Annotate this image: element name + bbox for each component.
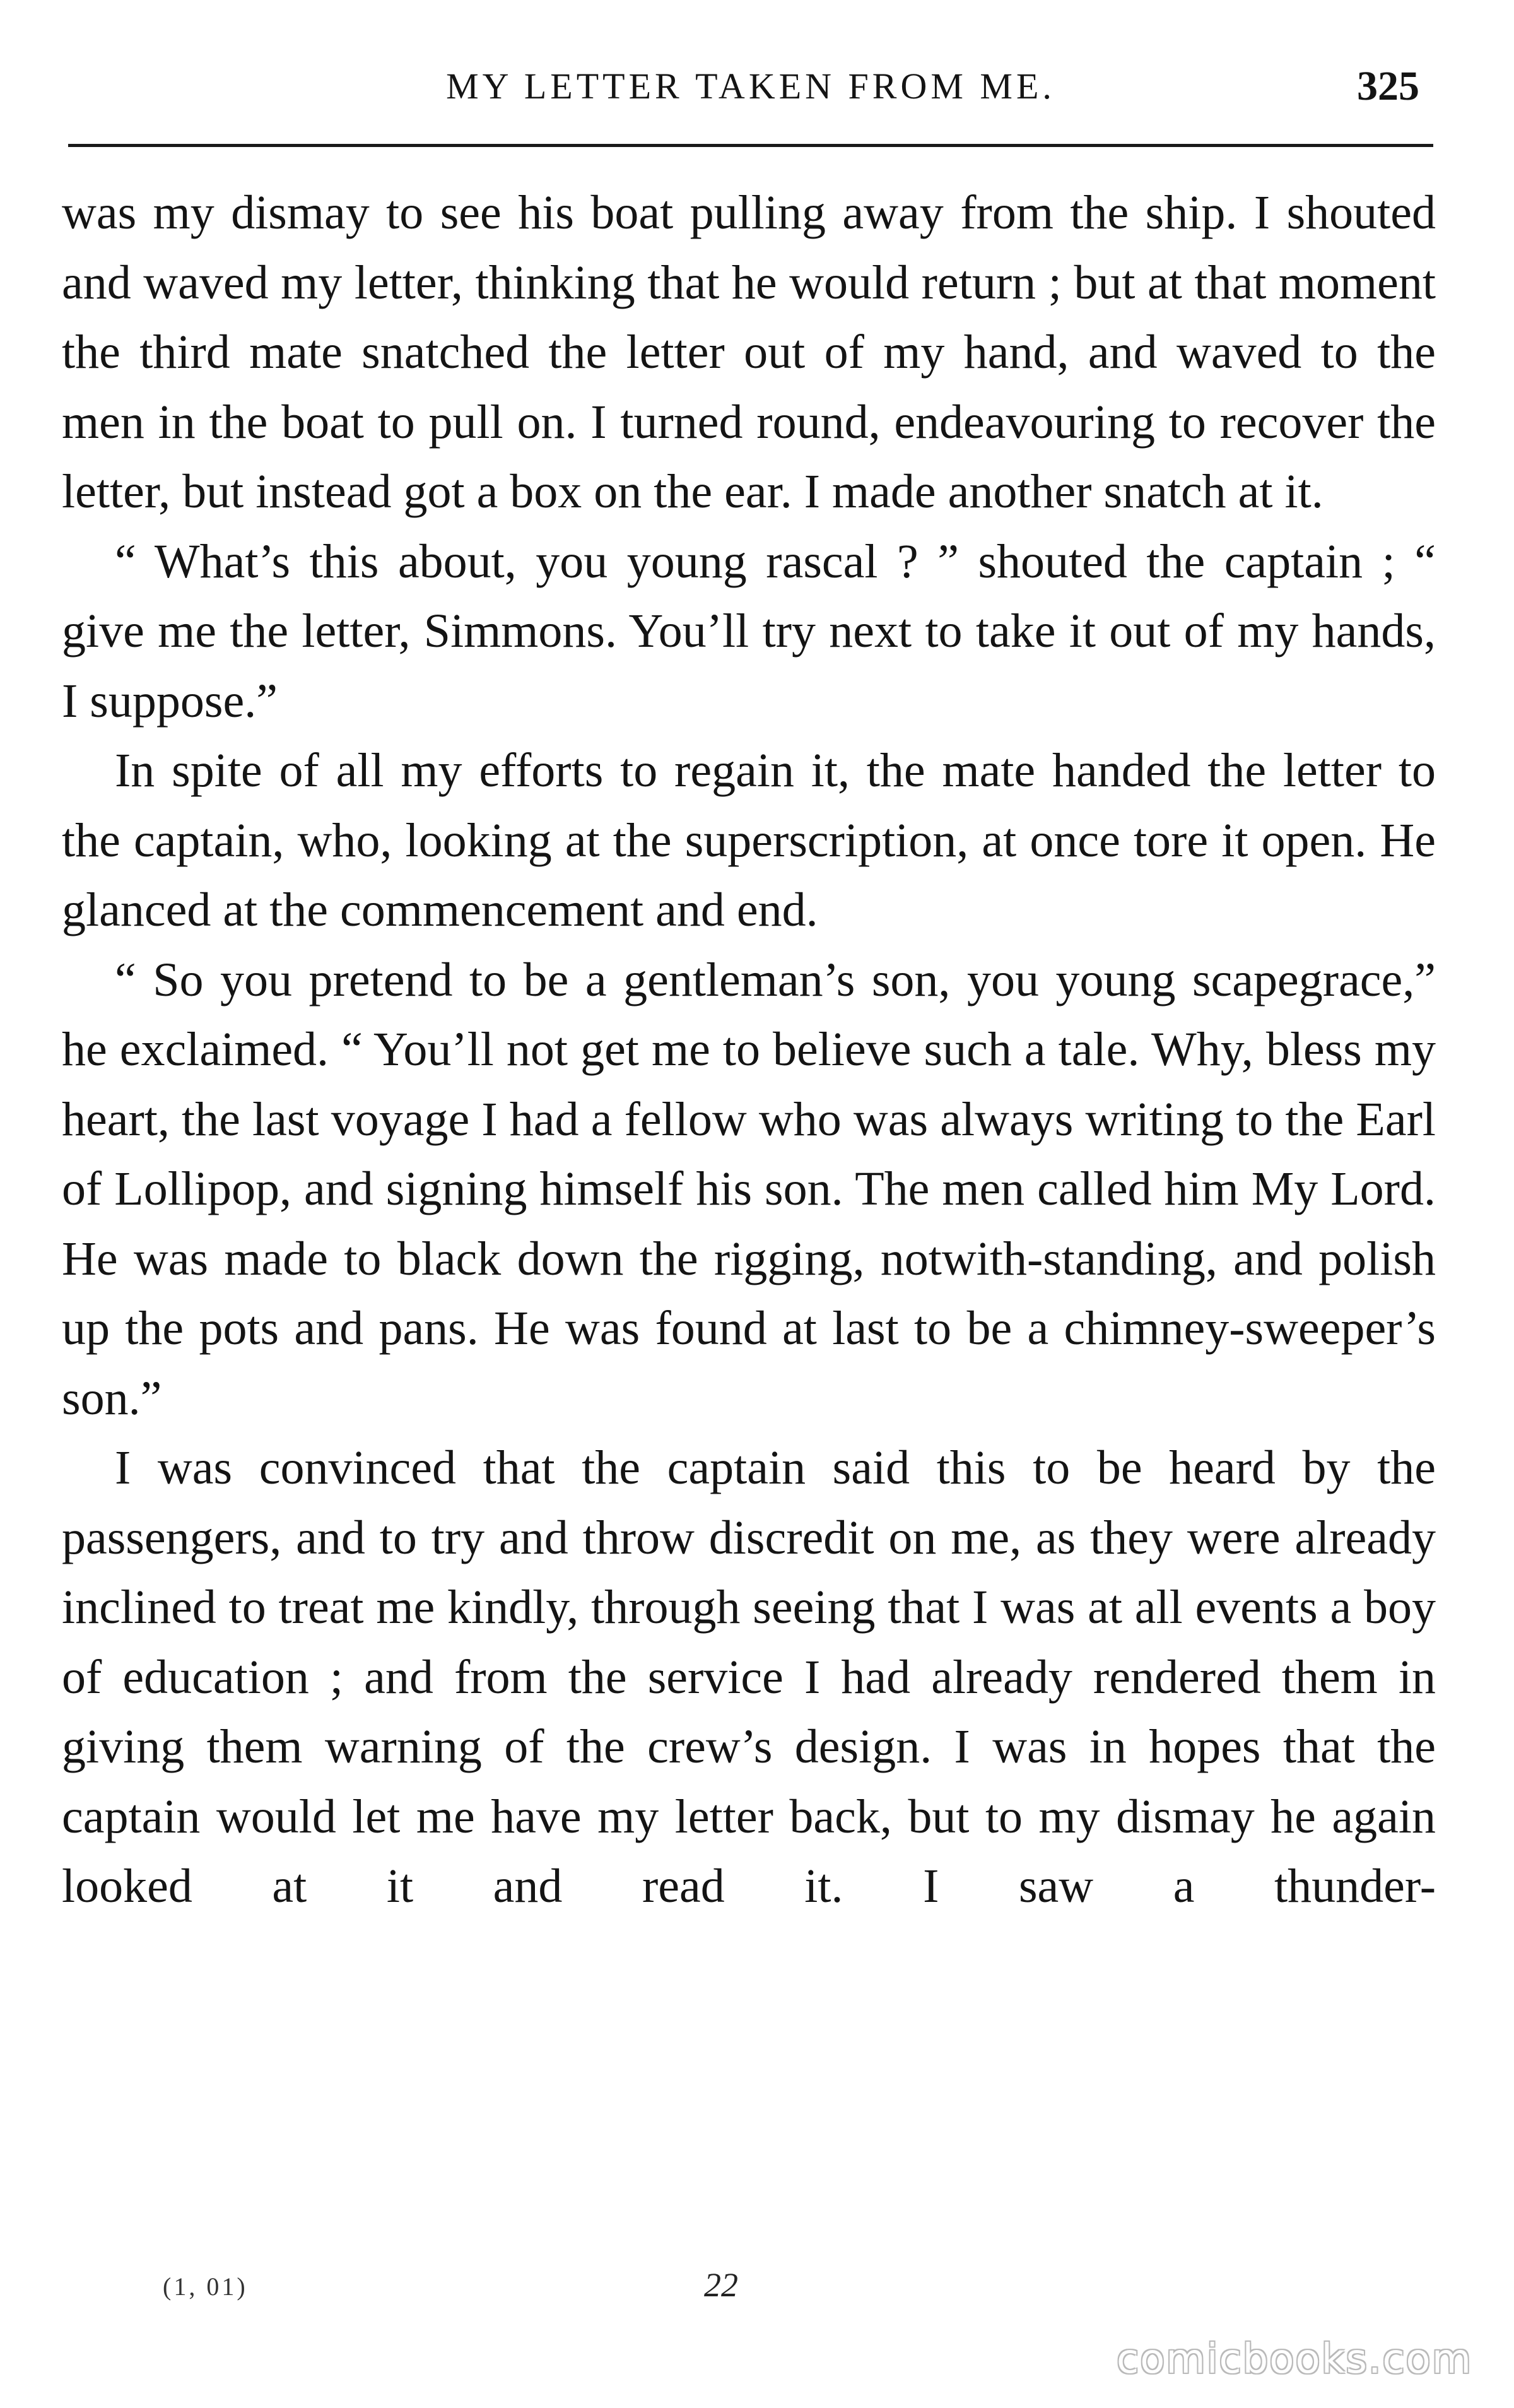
page-number: 325 bbox=[1357, 63, 1419, 109]
header-rule bbox=[68, 144, 1433, 147]
running-title: MY LETTER TAKEN FROM ME. bbox=[446, 66, 1055, 107]
paragraph-captain-shout: “ What’s this about, you young rascal ? ” shouted the captain ; “ give me the letter, Simmons. You’ll try next to take it out of my hands, I suppose.” bbox=[62, 534, 1436, 728]
body-text bbox=[62, 178, 1436, 1921]
sheet-number: 22 bbox=[704, 2266, 738, 2304]
paragraph-continuation: was my dismay to see his boat pulling away from the ship. I shouted and waved my letter, thinking that he would return ; but at that moment the third mate snatched the letter out of my hand, and waved to the men in the boat to pull on. I turned round, endeavouring to recover the letter, but instead got a box on the ear. I made another snatch at it. bbox=[62, 186, 1436, 518]
paragraph-captain-speech: “ So you pretend to be a gentleman’s son, you young scapegrace,” he exclaimed. “ You’ll not get me to believe such a tale. Why, bless my heart, the last voyage I had a fellow who was always writing to the Earl of Lollipop, and signing himself his son. The men called him My Lord. He was made to black down the rigging, notwith-standing, and polish up the pots and pans. He was found at last to be a chimney-sweeper’s son.” bbox=[62, 953, 1436, 1425]
paragraph-letter-opened: In spite of all my efforts to regain it, the mate handed the letter to the captain, who, looking at the superscription, at once tore it open. He glanced at the commencement and end. bbox=[62, 744, 1436, 936]
signature-mark: (1, 01) bbox=[163, 2272, 248, 2301]
running-head bbox=[69, 58, 1432, 115]
watermark: comicbooks.com bbox=[1117, 2336, 1473, 2383]
paragraph-convinced: I was convinced that the captain said this to be heard by the passengers, and to try and throw discredit on me, as they were already inclined to treat me kindly, through seeing that I was at all events a boy of education ; and from the service I had already rendered them in giving them warning of the crew’s design. I was in hopes that the captain would let me have my letter back, but to my dismay he again looked at it and read it. I saw a thunder- bbox=[62, 1441, 1436, 1913]
